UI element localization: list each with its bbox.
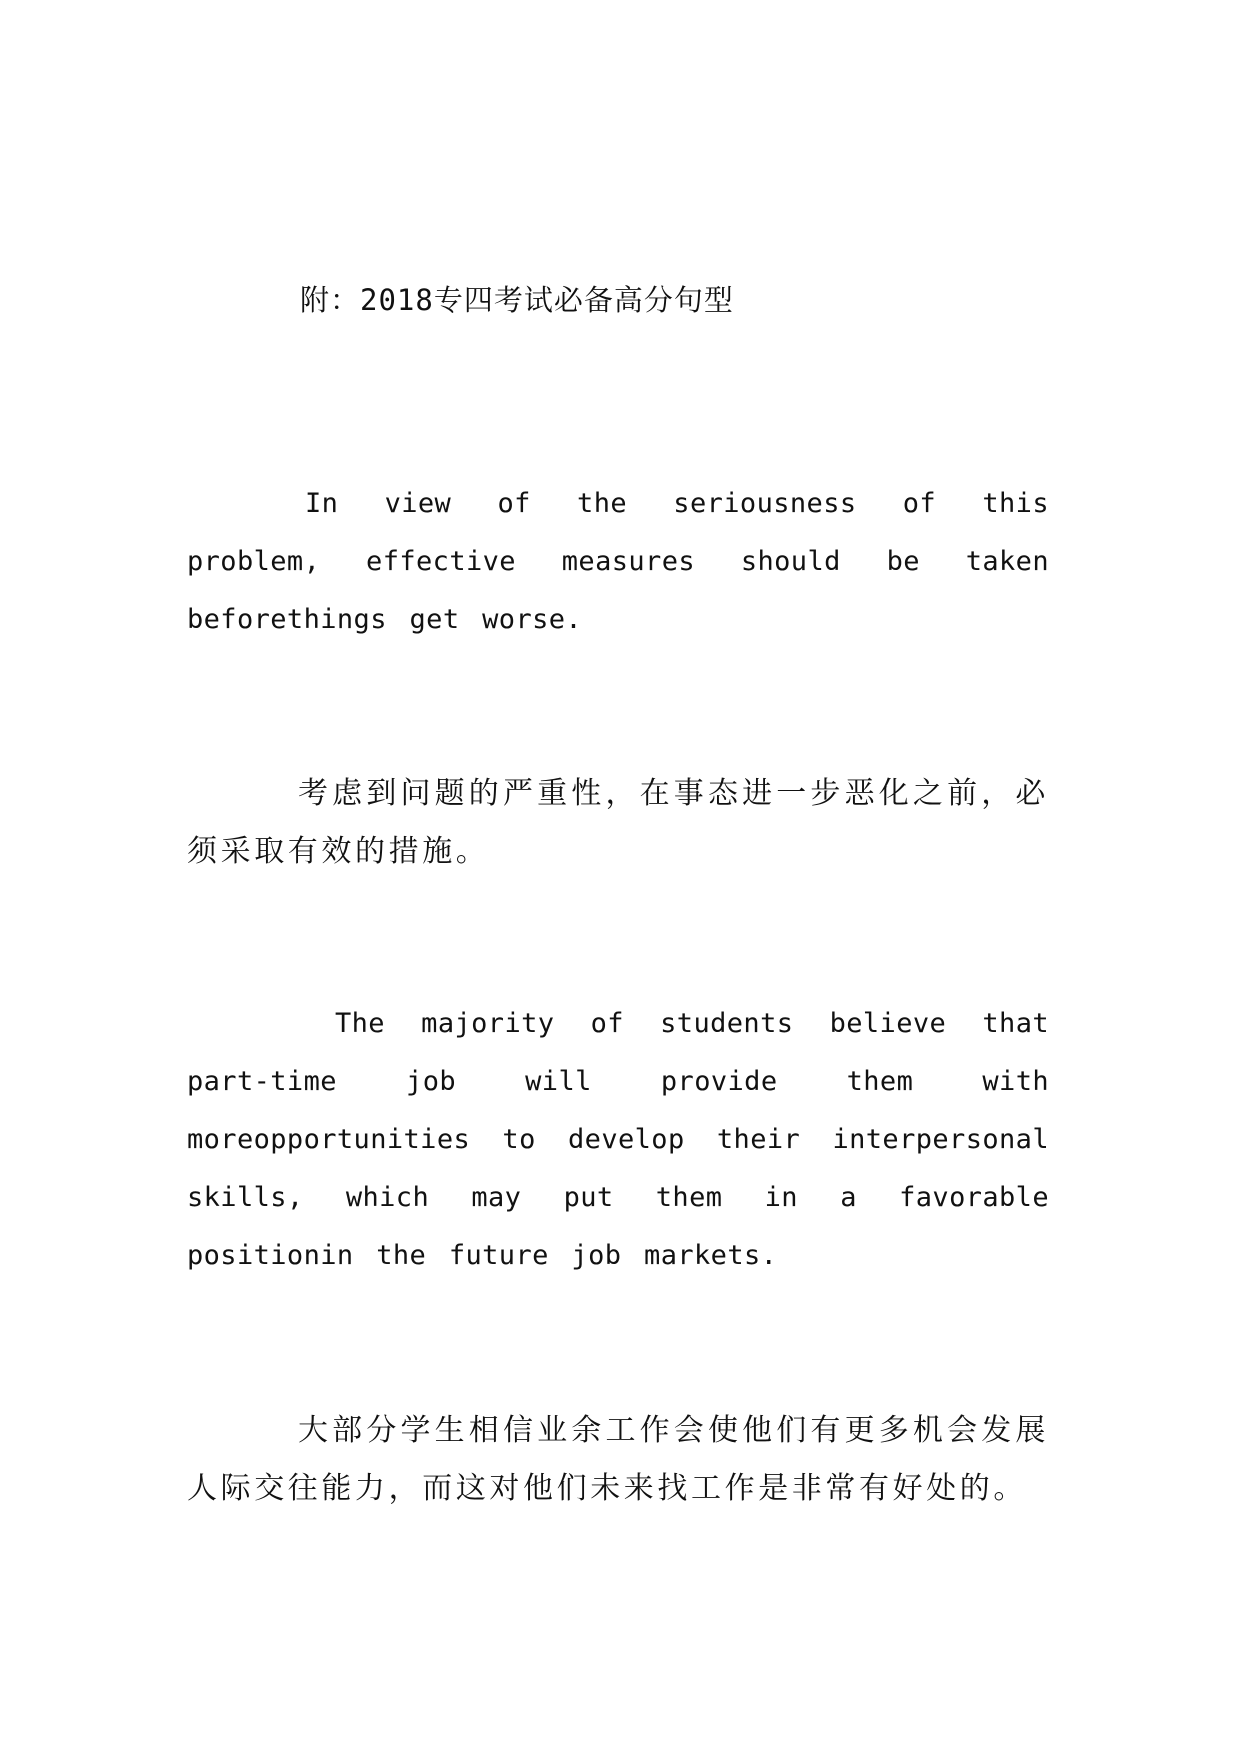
- paragraph-chinese-2: 大部分学生相信业余工作会使他们有更多机会发展人际交往能力，而这对他们未来找工作是非常有好处的。: [187, 1413, 1049, 1506]
- paragraph-english-1: In view of the seriousness of this problem, effective measures should be taken beforethings get worse.: [187, 488, 1049, 635]
- paragraph-english-2: The majority of students believe that part-time job will provide them with moreopportunities to develop their interpersonal skills, which may put them in a favorable positionin the future job markets.: [187, 1008, 1049, 1271]
- document-heading: 附：2018专四考试必备高分句型: [300, 283, 734, 317]
- paragraph-chinese-1: 考虑到问题的严重性，在事态进一步恶化之前，必须采取有效的措施。: [187, 776, 1049, 869]
